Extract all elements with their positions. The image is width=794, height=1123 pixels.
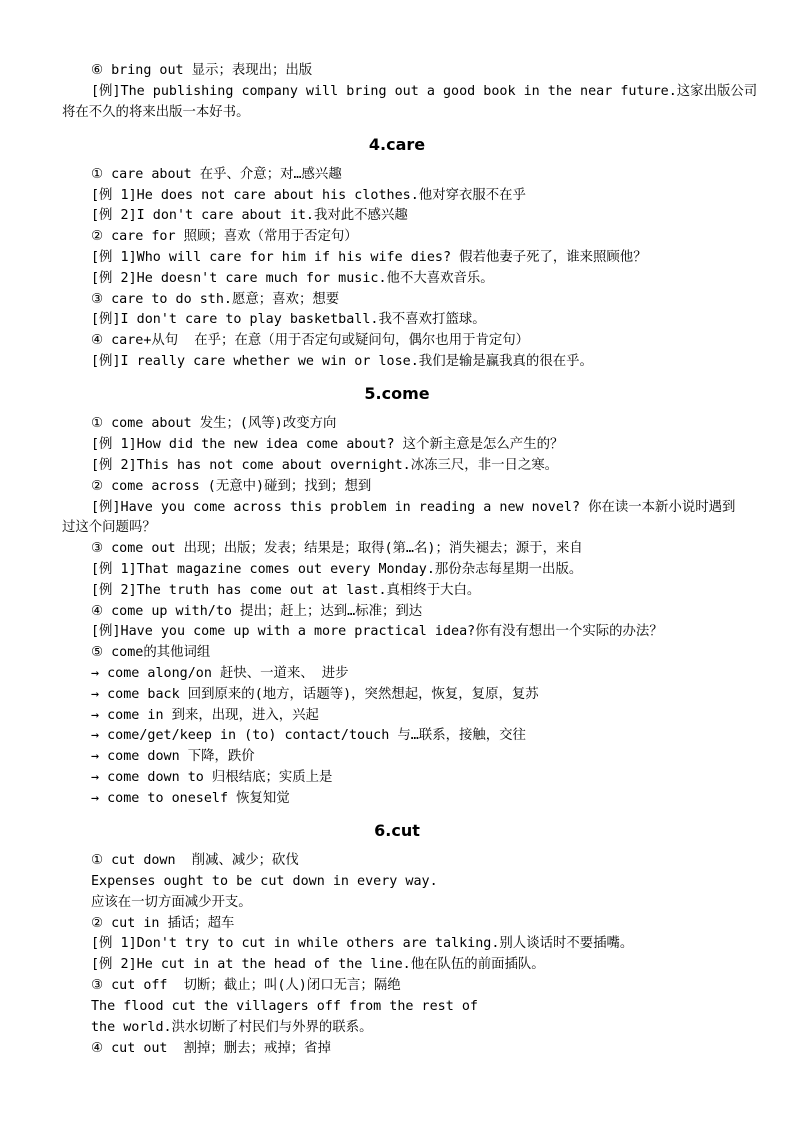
text-line: → come/get/keep in (to) contact/touch 与…联系，接触，交往 — [91, 728, 526, 743]
text-line: [例 1]He does not care about his clothes.他对穿衣服不在乎 — [91, 188, 526, 203]
text-line: [例 1]That magazine comes out every Monday.那份杂志每星期一出版。 — [91, 562, 583, 577]
section-heading-come: 5.come — [364, 384, 430, 403]
text-line: ⑤ come的其他词组 — [91, 645, 211, 660]
section-heading-cut: 6.cut — [374, 821, 420, 840]
text-line: ④ come up with/to 提出；赶上；达到…标准；到达 — [91, 604, 423, 619]
text-line: 将在不久的将来出版一本好书。 — [62, 105, 250, 120]
text-line: ④ care+从句 在乎；在意（用于否定句或疑问句，偶尔也用于肯定句） — [91, 333, 530, 348]
text-line: 应该在一切方面减少开支。 — [91, 895, 252, 910]
text-line: ① care about 在乎、介意；对…感兴趣 — [91, 167, 342, 182]
text-line: → come in 到来，出现，进入，兴起 — [91, 708, 319, 723]
text-line: → come down to 归根结底；实质上是 — [91, 770, 333, 785]
text-line: [例]Have you come across this problem in reading a new novel? 你在读一本新小说时遇到 — [91, 500, 736, 515]
text-line: [例]The publishing company will bring out a good book in the near future.这家出版公司 — [91, 84, 758, 99]
text-line: The flood cut the villagers off from the rest of — [91, 999, 478, 1014]
text-line: ② cut in 插话；超车 — [91, 916, 235, 931]
text-line: [例 2]This has not come about overnight.冰冻三尺，非一日之寒。 — [91, 458, 559, 473]
text-line: ③ come out 出现；出版；发表；结果是；取得(第…名)；消失褪去；源于，来自 — [91, 541, 583, 556]
text-line: [例]I don't care to play basketball.我不喜欢打篮球。 — [91, 312, 486, 327]
text-line: ② care for 照顾；喜欢（常用于否定句） — [91, 229, 358, 244]
text-line: → come along/on 赶快、一道来、 进步 — [91, 666, 349, 681]
text-line: [例]Have you come up with a more practical idea?你有没有想出一个实际的办法？ — [91, 624, 663, 639]
text-line: [例 1]How did the new idea come about? 这个新主意是怎么产生的？ — [91, 437, 564, 452]
text-line: → come down 下降，跌价 — [91, 749, 255, 764]
section-heading-care: 4.care — [368, 135, 426, 154]
text-line: [例 1]Don't try to cut in while others are talking.别人谈话时不要插嘴。 — [91, 936, 634, 951]
text-line: [例 2]The truth has come out at last.真相终于大白。 — [91, 583, 481, 598]
text-line: ④ cut out 割掉；删去；戒掉；省掉 — [91, 1041, 331, 1056]
text-line: → come back 回到原来的(地方，话题等)，突然想起，恢复，复原，复苏 — [91, 687, 539, 702]
text-line: ⑥ bring out 显示；表现出；出版 — [91, 63, 313, 78]
text-line: ① come about 发生；(风等)改变方向 — [91, 416, 337, 431]
text-line: ③ cut off 切断；截止；叫(人)闭口无言；隔绝 — [91, 978, 401, 993]
text-line: [例 2]He cut in at the head of the line.他在队伍的前面插队。 — [91, 957, 545, 972]
text-line: → come to oneself 恢复知觉 — [91, 791, 290, 806]
text-line: [例 1]Who will care for him if his wife dies? 假若他妻子死了，谁来照顾他？ — [91, 250, 647, 265]
text-line: [例 2]He doesn't care much for music.他不大喜欢音乐。 — [91, 271, 494, 286]
text-line: ① cut down 削减、减少；砍伐 — [91, 853, 299, 868]
text-line: ② come across (无意中)碰到；找到；想到 — [91, 479, 372, 494]
text-line: [例]I really care whether we win or lose.我们是输是赢我真的很在乎。 — [91, 354, 593, 369]
text-line: 过这个问题吗？ — [62, 520, 156, 535]
text-line: Expenses ought to be cut down in every way. — [91, 874, 438, 889]
text-line: [例 2]I don't care about it.我对此不感兴趣 — [91, 208, 408, 223]
text-line: ③ care to do sth.愿意；喜欢；想要 — [91, 292, 340, 307]
text-line: the world.洪水切断了村民们与外界的联系。 — [91, 1020, 373, 1035]
